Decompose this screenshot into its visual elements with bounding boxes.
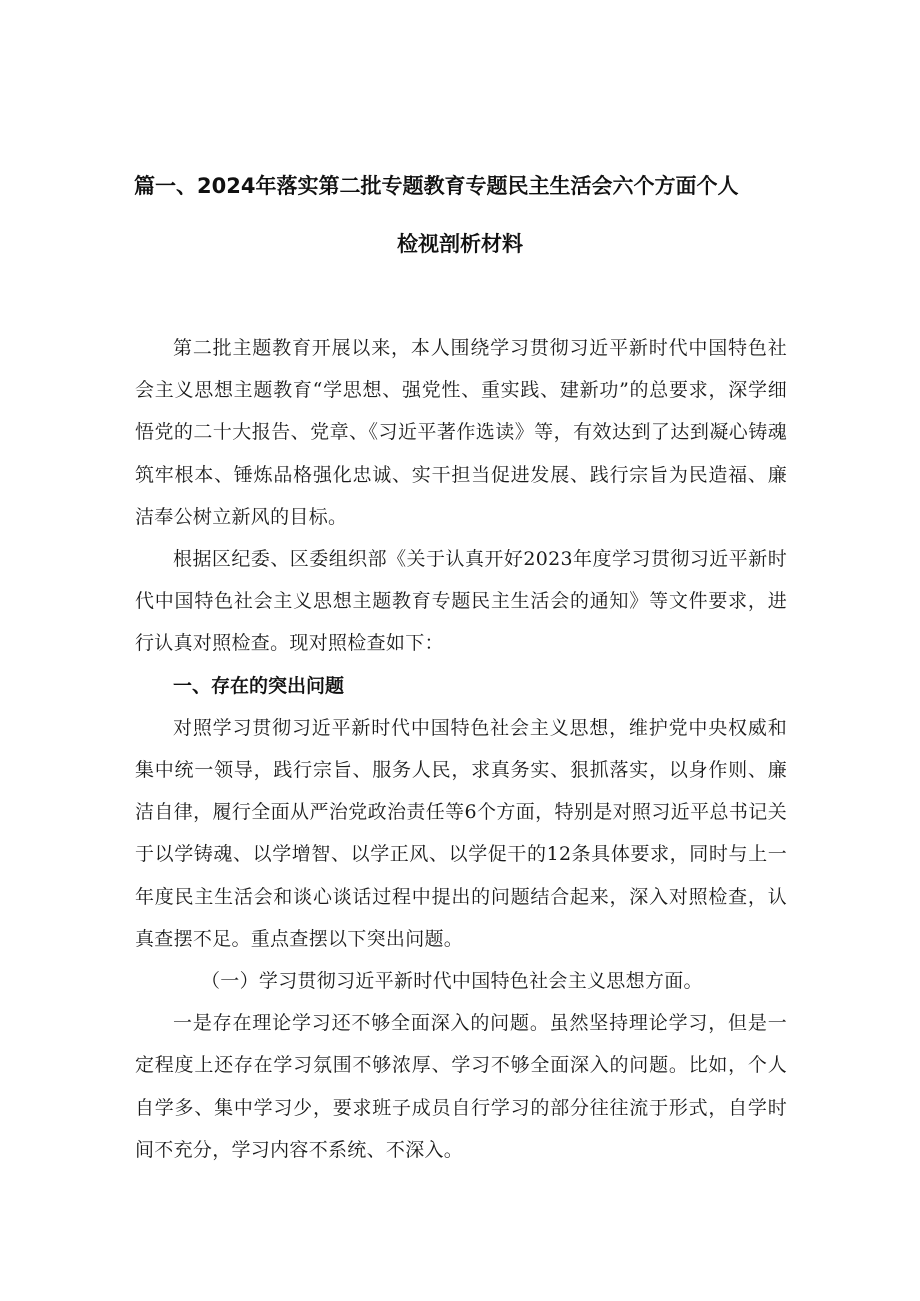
paragraph-contrast: 对照学习贯彻习近平新时代中国特色社会主义思想，维护党中央权威和集中统一领导，践行宗旨、服务人民，求真务实、狠抓落实，以身作则、廉洁自律，履行全面从严治党政治责任等6个方面，特别是对照习近平总书记关于以学铸魂、以学增智、以学正风、以学促干的12条具体要求，同时与上一年度民主生活会和谈心谈话过程中提出的问题结合起来，深入对照检查，认真查摆不足。重点查摆以下突出问题。 [135,716,787,950]
document-title-line-1: 篇一、2024年落实第二批专题教育专题民主生活会六个方面个人 [134,174,739,198]
document-body [135,327,787,1171]
paragraph-intro: 第二批主题教育开展以来，本人围绕学习贯彻习近平新时代中国特色社会主义思想主题教育“学思想、强党性、重实践、建新功”的总要求，深学细悟党的二十大报告、党章、《习近平著作选读》等，有效达到了达到凝心铸魂筑牢根本、锤炼品格强化忠诚、实干担当促进发展、践行宗旨为民造福、廉洁奉公树立新风的目标。 [135,337,787,528]
section-heading-problems: 一、存在的突出问题 [173,674,345,697]
paragraph-problem-one: 一是存在理论学习还不够全面深入的问题。虽然坚持理论学习，但是一定程度上还存在学习氛围不够浓厚、学习不够全面深入的问题。比如，个人自学多、集中学习少，要求班子成员自行学习的部分往往流于形式，自学时间不充分，学习内容不系统、不深入。 [135,1012,787,1161]
document-title-line-2: 检视剖析材料 [397,232,523,256]
subsection-heading-study: （一）学习贯彻习近平新时代中国特色社会主义思想方面。 [201,970,703,993]
paragraph-basis: 根据区纪委、区委组织部《关于认真开好2023年度学习贯彻习近平新时代中国特色社会主义思想主题教育专题民主生活会的通知》等文件要求，进行认真对照检查。现对照检查如下： [135,548,787,655]
